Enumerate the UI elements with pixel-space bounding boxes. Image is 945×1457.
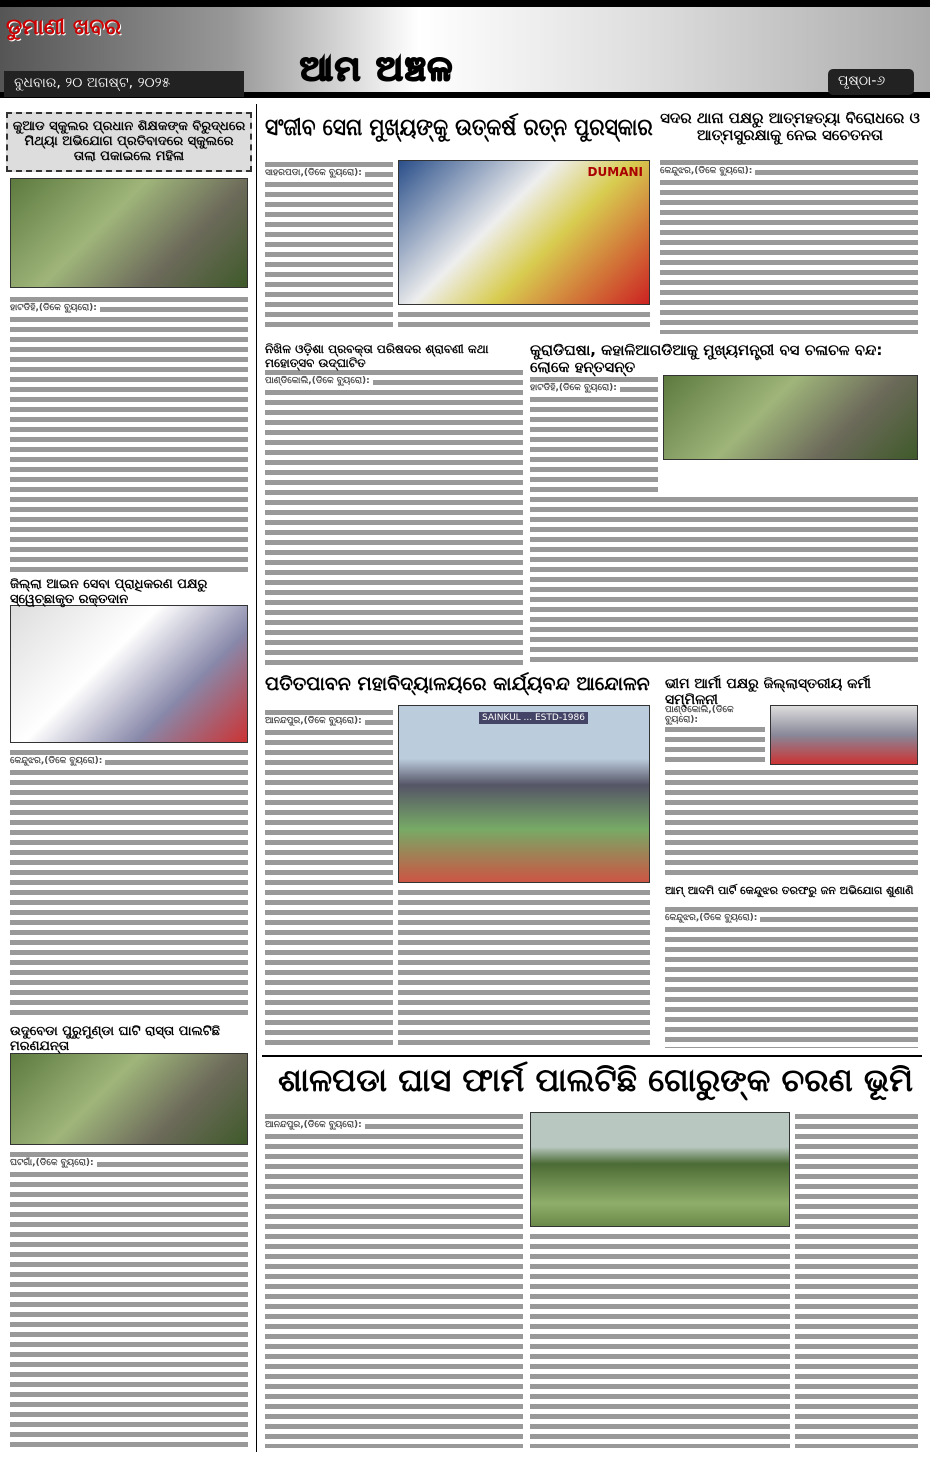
section-title: ଆମ ଅଞ୍ଚଳ bbox=[300, 49, 455, 89]
article-0-photo bbox=[10, 178, 248, 288]
article-9-body bbox=[665, 905, 918, 1048]
divider bbox=[262, 1055, 922, 1057]
dateline: ପାଣ୍ଡିକୋଲି,(ଡିକେ ବ୍ୟୁରୋ): bbox=[665, 705, 765, 725]
article-6-photo bbox=[663, 375, 918, 460]
dateline: ସାହରପଡା,(ଡିକେ ବ୍ୟୁରୋ): bbox=[265, 168, 365, 178]
article-0-headline: କୁଆଡ ସ୍କୁଲର ପ୍ରଧାନ ଶିକ୍ଷକଙ୍କ ବିରୁଦ୍ଧରେ ମିଥ୍ୟା ଅଭିଯୋଗ ପ୍ରତିବାଦରେ ସ୍କୁଲରେ ତାଲା ପକାଇଲେ ମହିଳା bbox=[6, 112, 252, 172]
page-number: ପୃଷ୍ଠା-୬ bbox=[828, 69, 914, 95]
article-6-headline: କୁରାଡିଘଷା, କହାଳିଆଗଡିଆକୁ ମୁଖ୍ୟମନ୍ତ୍ରୀ ବସ ଚଳାଚଳ ବନ୍ଦ: ଲୋକେ ହନ୍ତସନ୍ତ bbox=[530, 341, 883, 377]
column-divider bbox=[256, 104, 257, 1452]
article-5-headline: ନିଖିଳ ଓଡ଼ିଶା ପ୍ରବକ୍ତା ପରିଷଦର ଶ୍ରାବଣୀ କଥା ମହୋତ୍ସବ ଉଦ୍‌ଘାଟିତ bbox=[265, 342, 489, 370]
article-10-headline: ଶାଳପଡା ଘାସ ଫାର୍ମ ପାଲଟିଛି ଗୋରୁଙ୍କ ଚରଣ ଭୂମି bbox=[277, 1061, 914, 1099]
article-2-headline: ଉଦୁବେଡା ପୁରୁମୁଣ୍ଡା ଘାଟି ରାସ୍ତା ପାଲଟିଛି ମରଣଯନ୍ତା bbox=[10, 1024, 221, 1054]
article-3-body bbox=[265, 160, 393, 332]
article-10-body-cont2 bbox=[795, 1112, 918, 1448]
article-1-headline: ଜିଲ୍ଲା ଆଇନ ସେବା ପ୍ରାଧିକରଣ ପକ୍ଷରୁ ସ୍ୱେଚ୍ଛାକୃତ ରକ୍ତଦାନ bbox=[10, 577, 208, 607]
article-3-caption bbox=[398, 310, 650, 332]
article-2-body bbox=[10, 1150, 248, 1448]
article-7-body bbox=[265, 708, 393, 1048]
article-4-body bbox=[660, 158, 918, 334]
article-0-body bbox=[10, 295, 248, 573]
article-6-body-cont bbox=[530, 495, 918, 665]
article-10-photo bbox=[530, 1112, 790, 1227]
masthead bbox=[0, 0, 930, 98]
article-8-photo bbox=[770, 705, 918, 765]
dateline: ଆନନ୍ଦପୁର,(ଡିକେ ବ୍ୟୁରୋ): bbox=[265, 716, 365, 726]
dateline: ଆନନ୍ଦପୁର,(ଡିକେ ବ୍ୟୁରୋ): bbox=[265, 1120, 365, 1130]
banner-text: DUMANI bbox=[587, 165, 643, 179]
dateline: ପାଣ୍ଡିକୋଲି,(ଡିକେ ବ୍ୟୁରୋ): bbox=[265, 376, 373, 386]
dateline: ଘଟଗାଁ,(ଡିକେ ବ୍ୟୁରୋ): bbox=[10, 1158, 97, 1168]
article-9-headline: ଆମ୍ ଆଦମି ପାର୍ଟି କେନ୍ଦୁଝର ତରଫରୁ ଜନ ଅଭିଯୋଗ ଶୁଣାଣି bbox=[665, 884, 914, 897]
article-8-headline: ଭୀମ ଆର୍ମୀ ପକ୍ଷରୁ ଜିଲ୍ଲାସ୍ତରୀୟ କର୍ମୀ ସମ୍ମିଳନୀ bbox=[665, 676, 871, 709]
article-8-body-cont bbox=[665, 768, 918, 878]
article-10-body-cont bbox=[530, 1232, 790, 1448]
dateline: ହାଟଡିହି,(ଡିକେ ବ୍ୟୁରୋ): bbox=[10, 303, 100, 313]
dateline: ହାଟଡିହି,(ଡିକେ ବ୍ୟୁରୋ): bbox=[530, 383, 620, 393]
dateline: କେନ୍ଦୁଝର,(ଡିକେ ବ୍ୟୁରୋ): bbox=[10, 756, 105, 766]
article-6-body bbox=[530, 375, 658, 493]
college-sign-text: SAINKUL ... ESTD-1986 bbox=[479, 712, 588, 724]
article-7-photo bbox=[398, 705, 650, 883]
article-1-photo bbox=[10, 605, 248, 743]
article-2-photo bbox=[10, 1053, 248, 1145]
article-10-body bbox=[265, 1112, 523, 1448]
article-7-body-cont bbox=[398, 888, 650, 1048]
dateline: କେନ୍ଦୁଝର,(ଡିକେ ବ୍ୟୁରୋ): bbox=[665, 913, 760, 923]
article-8-body bbox=[665, 705, 765, 765]
article-5-body bbox=[265, 368, 523, 668]
article-1-body bbox=[10, 748, 248, 1020]
dateline: କେନ୍ଦୁଝର,(ଡିକେ ବ୍ୟୁରୋ): bbox=[660, 166, 755, 176]
article-4-headline: ସଦର ଥାନା ପକ୍ଷରୁ ଆତ୍ମହତ୍ୟା ବିରୋଧରେ ଓ ଆତ୍ମସୁରକ୍ଷାକୁ ନେଇ ସଚେତନତା bbox=[660, 109, 920, 145]
article-3-photo bbox=[398, 160, 650, 305]
issue-date: ବୁଧବାର, ୨୦ ଅଗଷ୍ଟ, ୨୦୨୫ bbox=[4, 71, 244, 97]
paper-name: ଡୁମାଣୀ ଖବର bbox=[6, 15, 121, 40]
article-7-headline: ପତିତପାବନ ମହାବିଦ୍ୟାଳୟରେ କାର୍ଯ୍ୟବନ୍ଦ ଆନ୍ଦୋଳନ bbox=[265, 673, 650, 695]
article-3-headline: ସଂଜୀବ ସେନା ମୁଖ୍ୟଙ୍କୁ ଉତ୍କର୍ଷ ରତ୍ନ ପୁରସ୍କାର bbox=[265, 113, 653, 141]
